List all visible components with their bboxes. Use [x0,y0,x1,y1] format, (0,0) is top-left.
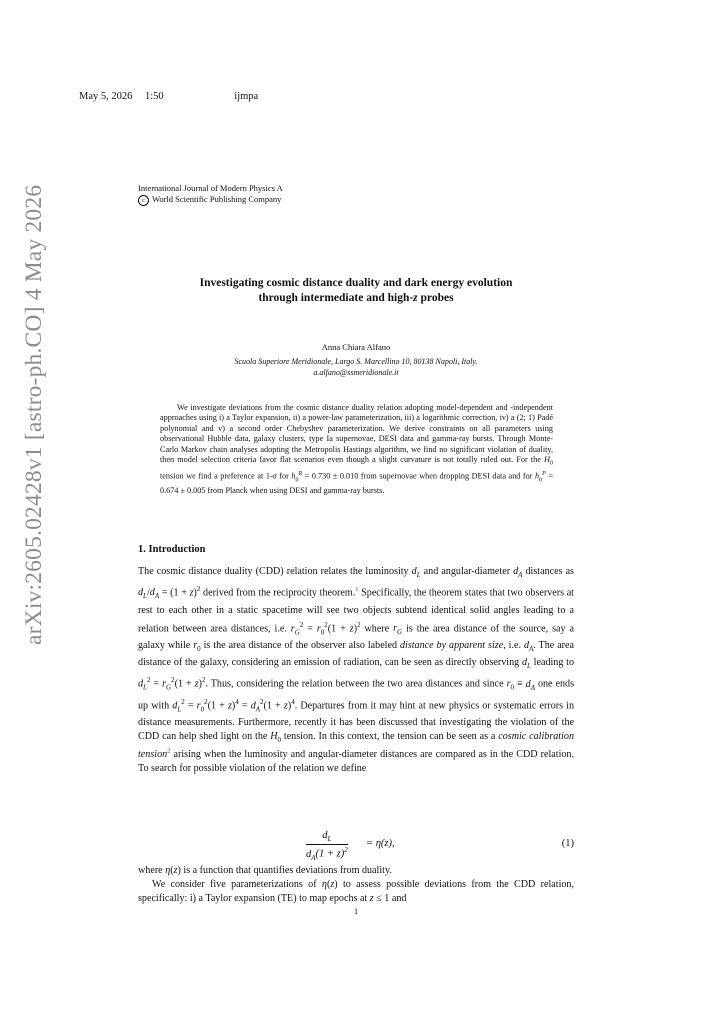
paragraph-2: We consider five parameterizations of η(z) to assess possible deviations from the CDD relation, specifically: i) a Taylor expansion (TE) to map epochs at z ≤ 1 and [138,879,575,905]
affiliation: Scuola Superiore Meridionale, Largo S. Marcellino 10, 80138 Napoli, Italy. [234,357,478,366]
author-name: Anna Chiara Alfano [321,342,391,352]
publisher-line [138,194,283,206]
journal-name: International Journal of Modern Physics A [138,183,283,193]
author-email: a.alfano@ssmeridionale.it [313,368,399,377]
equation-rhs: = η(z), [366,838,395,849]
equation-1 [138,828,574,862]
running-head-date: May 5, 2026 [79,91,133,102]
page-number: 1 [353,906,359,916]
publisher-name: World Scientific Publishing Company [152,194,282,204]
citation-2[interactable]: 2 [167,747,171,755]
intro-paragraph: The cosmic distance duality (CDD) relation relates the luminosity $d_L$ and angular-diameter $d_A$ distances as $d_L/d_A = (1 + z)^2$ derived from the reciprocity theorem.$^1$ Specifically, the theorem states that two observers at rest to each other in a static spacetime will see two objects subtend identical solid angles leading to a relation between area distances, i.e. $r_G^2 = r_0^2(1 + z)^2$ where $r_G$ is the area distance of the source, say a galaxy while $r_0$ is the area distance of the observer also labeled distance by apparent size, i.e. $d_A$. The area distance of the galaxy, considering an emission of radiation, can be seen as directly observing $d_L$ leading to $d_L^2 = r_G^2(1 + z)^2$. Thus, considering the relation between the two area distances and since $r_0 \equiv d_A$ one ends up with $d_L^2 = r_0^2(1 + z)^4 = d_A^2(1 + z)^4$. Departures from it may hint at new physics or systematic errors in distance measurements. Furthermore, recently it has been discussed that investigating the violation of the CDD can help shed light on the $H_0$ tension. In this context, the tension can be seen as a cosmic calibration tension$^2$ arising when the luminosity and angular-diameter distances are compared as in the CDD relation. To search for possible violation of the relation we define [138,566,575,774]
journal-info [138,183,283,206]
paper-title: Investigating cosmic distance duality and dark energy evolution through intermediate and high-z probes [199,277,513,304]
equation-numerator: $d_L$ [306,830,348,845]
equation-denominator: $d_A(1 + z)^2$ [306,846,348,862]
after-equation-line: where η(z) is a function that quantifies deviations from duality. [138,865,392,876]
section-heading: 1. Introduction [138,544,206,555]
equation-number: (1) [561,838,574,849]
text-after-equation [138,864,574,906]
equation-fraction [306,830,348,862]
running-head-journal: ijmpa [234,91,259,102]
arxiv-identifier-stamp: arXiv:2605.02428v1 [astro-ph.CO] 4 May 2026 [21,184,47,645]
copyright-icon: c [138,195,149,206]
running-head [79,91,268,102]
running-head-time: 1:50 [145,91,164,102]
affiliation-block [138,356,574,378]
citation-1[interactable]: 1 [355,586,359,594]
abstract: We investigate deviations from the cosmic distance duality relation adopting model-dependent and -independent approaches using i) a Taylor expansion, ii) a power-law parameterization, iii) a logarithmic correction, iv) a (2; 1) Padé polynomial and v) a second order Chebyshev parameterization. We derive constraints on all parameters using observational Hubble data, galaxy clusters, type Ia supernovae, DESI data and gamma-ray bursts. Through Monte-Carlo Markov chain analyses adopting the Metropolis Hastings algorithm, we find no significant violation of duality, then model selection criteria favor flat scenarios even though a slight curvature is not totally ruled out. For the $H_0$ tension we find a preference at 1-σ for $h_0^R = 0.730 \pm 0.010$ from supernovae when dropping DESI data and for $h_0^P = 0.674 \pm 0.005$ from Planck when using DESI and gamma-ray bursts. [160,403,553,495]
